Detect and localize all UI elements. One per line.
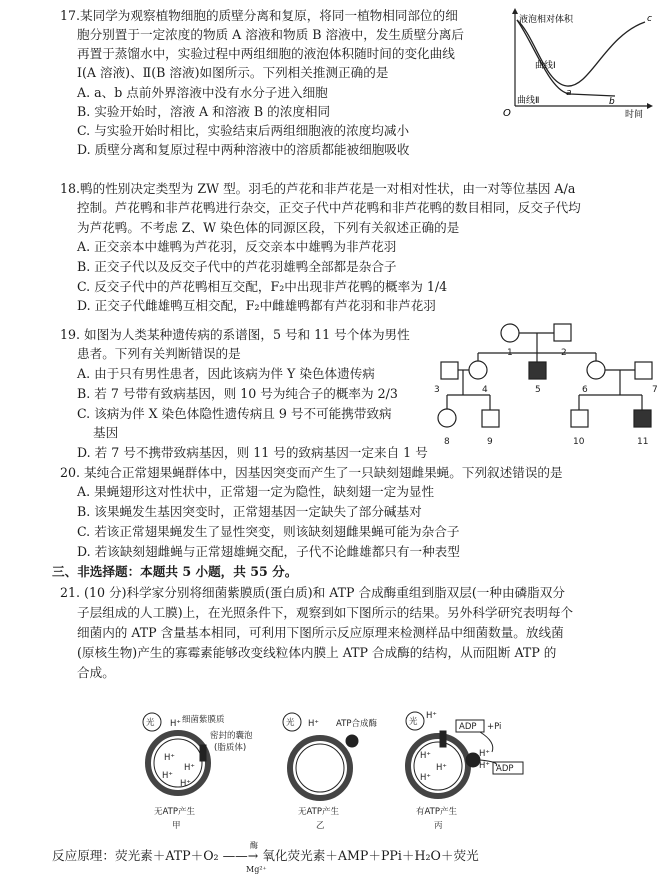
label-bacteriorhodopsin: 细菌紫膜质 <box>182 715 225 725</box>
reaction-enzyme: 酶 <box>250 841 258 850</box>
q17-option-b: B. 实验开始时，溶液 A 和溶液 B 的浓度相同 <box>77 104 331 119</box>
caption-yi-2: 乙 <box>316 821 325 831</box>
q20-line1: 20. 某纯合正常翅果蝇群体中，因基因突变而产生了一只缺刻翅雌果蝇。下列叙述错误的是 <box>60 465 563 480</box>
ped-8: 8 <box>444 437 450 447</box>
q18-line1: 18.鸭的性别决定类型为 ZW 型。羽毛的芦花和非芦花是一对相对性状，由一对等位基因 A/a <box>60 181 576 196</box>
caption-bing-2: 丙 <box>434 821 443 831</box>
h-ion: H⁺ <box>420 773 431 783</box>
label-pi: +Pi <box>487 722 502 732</box>
graph-point-b: b <box>609 97 615 107</box>
h-ion: H⁺ <box>308 719 319 729</box>
reaction-principle: 反应原理：荧光素＋ATP＋O₂ ——→ 氧化荧光素＋AMP＋PPi＋H₂O＋荧光 <box>52 848 479 863</box>
ped-5: 5 <box>535 385 541 395</box>
q21-line4: (原核生物)产生的寡霉素能够改变线粒体内膜上 ATP 合成酶的结构，从而阻断 ATP 的 <box>77 645 557 660</box>
q18-line3: 为芦花鸭。不考虑 Z、W 染色体的同源区段，下列有关叙述正确的是 <box>77 220 460 235</box>
q19-option-a: A. 由于只有男性患者，因此该病为伴 Y 染色体遗传病 <box>77 366 375 381</box>
pedigree-chart <box>430 320 662 460</box>
graph-curve1: 曲线Ⅰ <box>535 61 556 71</box>
graph-point-a: a <box>566 88 572 98</box>
ped-2: 2 <box>561 348 567 358</box>
q18-option-c: C. 反交子代中的芦花鸭相互交配，F₂中出现非芦花鸭的概率为 1/4 <box>77 279 448 294</box>
caption-jia-1: 无ATP产生 <box>154 807 195 817</box>
liposome-diagram <box>140 708 550 843</box>
ped-11: 11 <box>637 437 649 447</box>
graph-point-c: c <box>647 14 652 24</box>
ped-6: 6 <box>582 385 588 395</box>
ped-7: 7 <box>652 385 658 395</box>
q17-line3: 再置于蒸馏水中，实验过程中两组细胞的液泡体积随时间的变化曲线 <box>77 46 455 61</box>
section-heading: 三、非选择题：本题共 5 小题，共 55 分。 <box>52 564 298 579</box>
graph-xlabel: 时间 <box>625 110 644 118</box>
q21-line2: 子层组成的人工膜)上，在光照条件下，观察到如下图所示的结果。另外科学研究表明每个 <box>77 605 574 620</box>
ped-10: 10 <box>573 437 585 447</box>
h-ion: H⁺ <box>170 719 181 729</box>
graph-ylabel: 液泡相对体积 <box>519 15 574 25</box>
q21-line5: 合成。 <box>77 665 115 680</box>
label-liposome: (脂质体) <box>214 743 247 753</box>
q17-line1: 17.某同学为观察植物细胞的质壁分离和复原，将同一植物相同部位的细 <box>60 8 458 23</box>
q18-option-a: A. 正交亲本中雄鸭为芦花羽，反交亲本中雄鸭为非芦花羽 <box>77 239 397 254</box>
h-ion: H⁺ <box>436 763 447 773</box>
h-ion: H⁺ <box>180 779 191 789</box>
light-label-2: 光 <box>286 718 295 728</box>
light-label-1: 光 <box>146 718 155 728</box>
q19-option-d: D. 若 7 号不携带致病基因，则 11 号的致病基因一定来自 1 号 <box>77 445 428 460</box>
q19-option-c: C. 该病为伴 X 染色体隐性遗传病且 9 号不可能携带致病 <box>77 406 392 421</box>
h-ion: H⁺ <box>479 749 490 759</box>
h-ion: H⁺ <box>164 753 175 763</box>
q17-option-a: A. a、b 点前外界溶液中没有水分子进入细胞 <box>77 85 328 100</box>
label-adp-box-2: ADP <box>496 764 514 774</box>
q17-curve-graph <box>495 6 660 118</box>
q20-option-a: A. 果蝇翅形这对性状中，正常翅一定为隐性，缺刻翅一定为显性 <box>77 484 435 499</box>
light-label-3: 光 <box>409 717 418 727</box>
graph-origin: O <box>503 108 511 118</box>
graph-curve2: 曲线Ⅱ <box>517 96 540 106</box>
q18-option-b: B. 正交子代以及反交子代中的芦花羽雄鸭全部都是杂合子 <box>77 259 397 274</box>
h-ion: H⁺ <box>184 763 195 773</box>
q17-option-d: D. 质壁分离和复原过程中两种溶液中的溶质都能被细胞吸收 <box>77 142 410 157</box>
q18-option-d: D. 正交子代雌雄鸭互相交配，F₂中雌雄鸭都有芦花羽和非芦花羽 <box>77 298 436 313</box>
q20-option-b: B. 该果蝇发生基因突变时，正常翅基因一定缺失了部分碱基对 <box>77 504 422 519</box>
q19-option-b: B. 若 7 号带有致病基因，则 10 号为纯合子的概率为 2/3 <box>77 386 398 401</box>
q21-line1: 21. (10 分)科学家分别将细菌紫膜质(蛋白质)和 ATP 合成酶重组到脂双层(一种由磷脂双分 <box>60 585 565 600</box>
q17-line2: 胞分别置于一定浓度的物质 A 溶液和物质 B 溶液中，发生质壁分离后 <box>77 27 464 42</box>
caption-bing-1: 有ATP产生 <box>416 807 457 817</box>
q20-option-c: C. 若该正常翅果蝇发生了显性突变，则该缺刻翅雌果蝇可能为杂合子 <box>77 524 460 539</box>
ped-4: 4 <box>482 385 488 395</box>
label-atp-synthase: ATP合成酶 <box>336 719 377 729</box>
q17-option-c: C. 与实验开始时相比，实验结束后两组细胞液的浓度均减小 <box>77 123 410 138</box>
caption-jia-2: 甲 <box>172 821 181 831</box>
q19-option-c-cont: 基因 <box>93 425 119 440</box>
ped-1: 1 <box>507 348 513 358</box>
h-ion: H⁺ <box>426 711 437 721</box>
h-ion: H⁺ <box>420 751 431 761</box>
q18-line2: 控制。芦花鸭和非芦花鸭进行杂交，正交子代中芦花鸭和非芦花鸭的数目相同，反交子代均 <box>77 200 581 215</box>
q21-line3: 细菌内的 ATP 含量基本相同，可利用下图所示反应原理来检测样品中细菌数量。放线菌 <box>77 625 564 640</box>
q17-line4: Ⅰ(A 溶液)、Ⅱ(B 溶液)如图所示。下列相关推测正确的是 <box>77 65 389 80</box>
q20-option-d: D. 若该缺刻翅雌蝇与正常翅雄蝇交配，子代不论雌雄都只有一种表型 <box>77 544 460 559</box>
reaction-cofactor: Mg²⁺ <box>246 865 267 874</box>
ped-9: 9 <box>487 437 493 447</box>
ped-3: 3 <box>434 385 440 395</box>
h-ion: H⁺ <box>162 771 173 781</box>
h-ion: H⁺ <box>479 761 490 771</box>
label-vesicle: 密封的囊泡 <box>210 731 253 741</box>
q19-line1: 19. 如图为人类某种遗传病的系谱图，5 号和 11 号个体为男性 <box>60 327 410 342</box>
caption-yi-1: 无ATP产生 <box>298 807 339 817</box>
q19-line2: 患者。下列有关判断错误的是 <box>77 346 241 361</box>
label-adp-box: ADP <box>459 722 477 732</box>
